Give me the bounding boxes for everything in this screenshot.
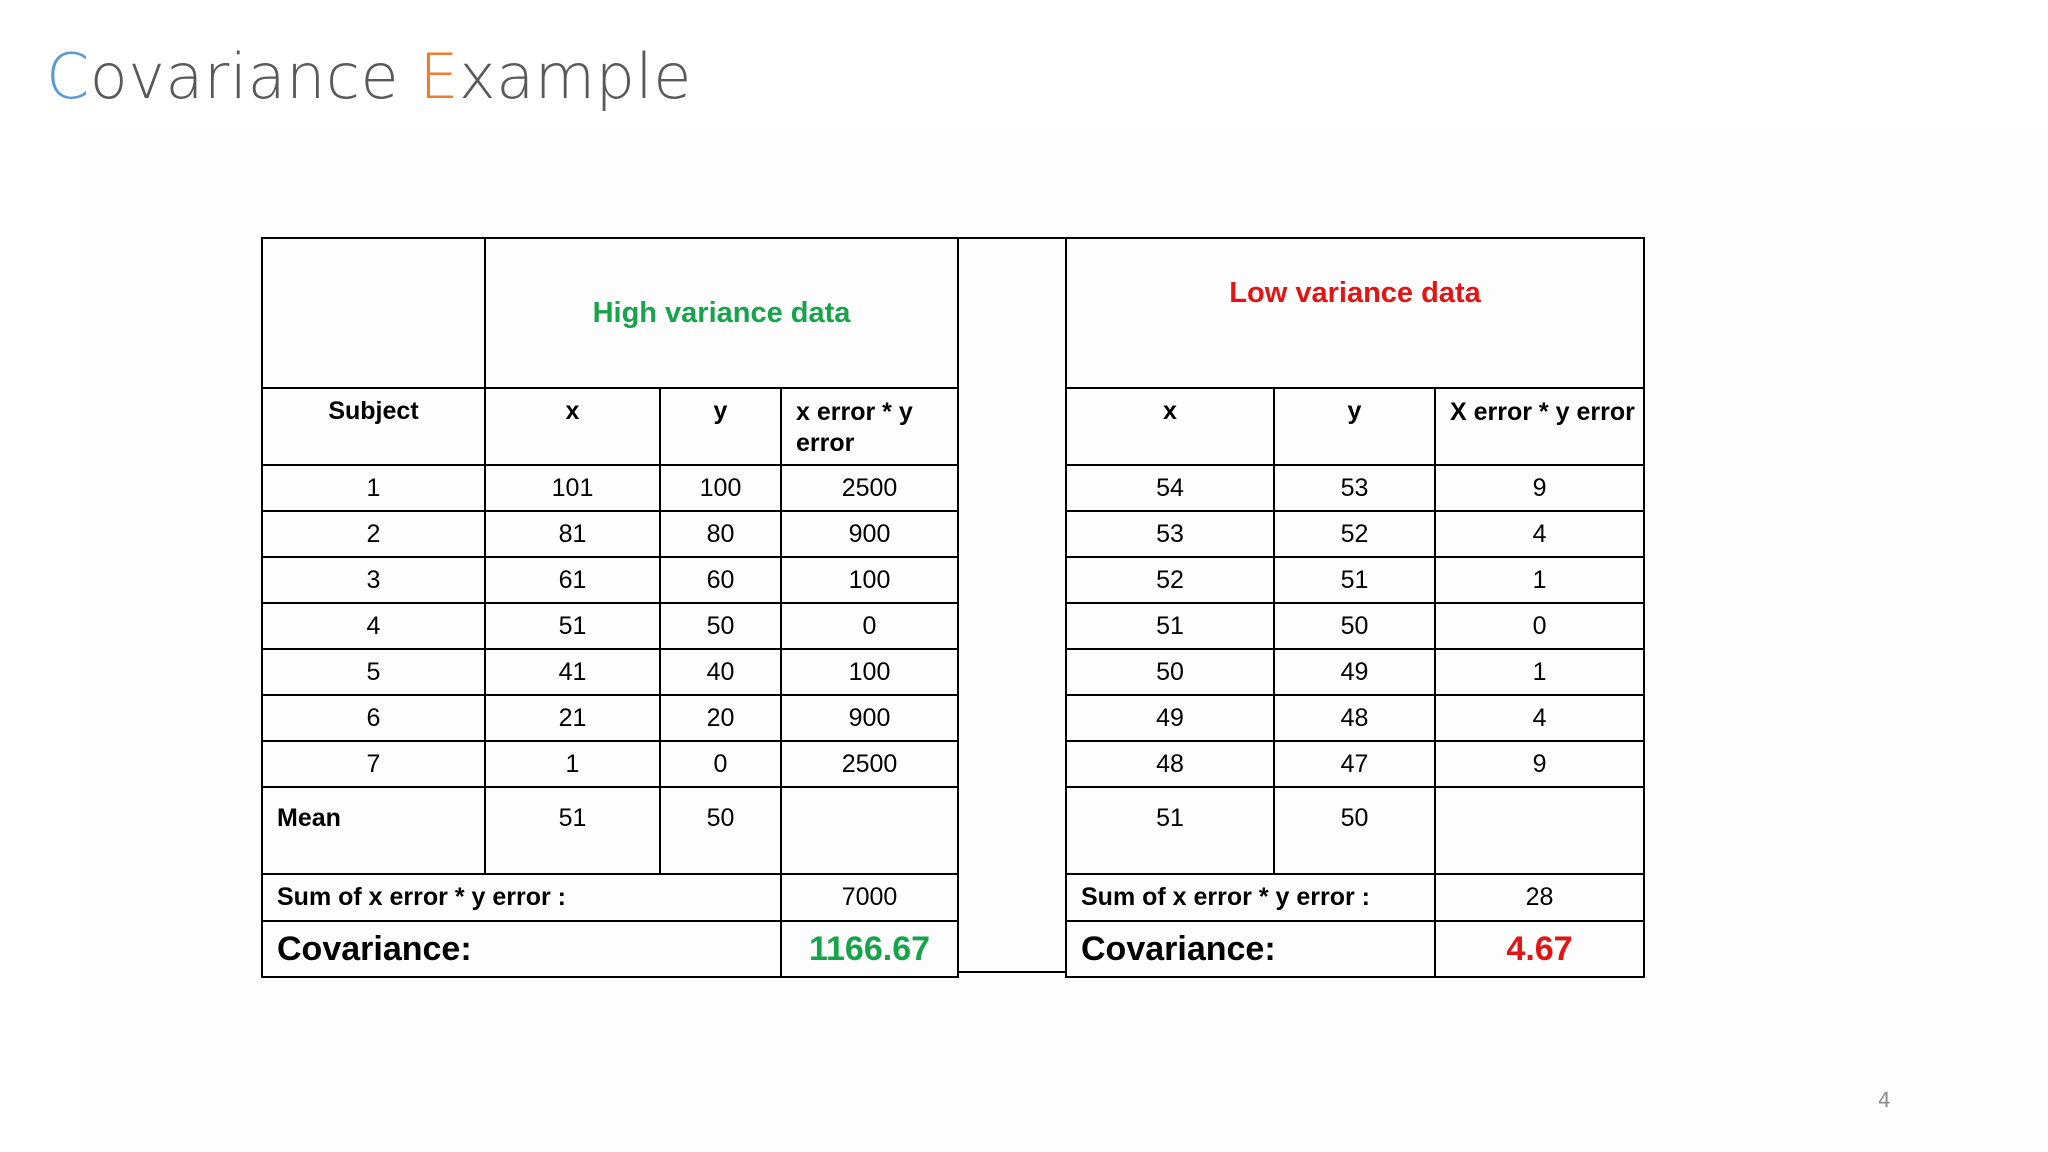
low-cell-y: 48: [1274, 695, 1435, 741]
low-cell-x: 48: [1066, 741, 1274, 787]
low-mean-y: 50: [1274, 787, 1435, 874]
high-cell-x: 1: [485, 741, 660, 787]
high-cell-y: 20: [660, 695, 781, 741]
high-corner-cell: [262, 238, 485, 388]
low-cell-y: 52: [1274, 511, 1435, 557]
low-table-row: [1066, 741, 1644, 787]
high-sum-label: Sum of x error * y error :: [262, 874, 781, 921]
low-table-row: [1066, 649, 1644, 695]
high-cell-subject: 2: [262, 511, 485, 557]
high-table-row: [262, 741, 958, 787]
low-covariance-value: 4.67: [1435, 921, 1644, 977]
low-cell-y: 50: [1274, 603, 1435, 649]
high-covariance-value: 1166.67: [781, 921, 958, 977]
high-cell-subject: 3: [262, 557, 485, 603]
high-cell-prod: 900: [781, 511, 958, 557]
high-cell-x: 61: [485, 557, 660, 603]
high-table-row: [262, 695, 958, 741]
high-cell-y: 50: [660, 603, 781, 649]
low-header-x: x: [1066, 388, 1274, 465]
high-sum-value: 7000: [781, 874, 958, 921]
low-cell-x: 52: [1066, 557, 1274, 603]
high-cell-subject: 7: [262, 741, 485, 787]
high-cell-prod: 2500: [781, 465, 958, 511]
low-header-y: y: [1274, 388, 1435, 465]
high-cell-y: 100: [660, 465, 781, 511]
high-cell-x: 81: [485, 511, 660, 557]
high-table-row: [262, 649, 958, 695]
low-cell-x: 51: [1066, 603, 1274, 649]
slide-title: [46, 40, 692, 113]
high-mean-label: Mean: [262, 787, 485, 874]
low-header-product: X error * y error: [1435, 388, 1644, 465]
low-table-row: [1066, 511, 1644, 557]
low-cell-prod: 1: [1435, 649, 1644, 695]
low-table-row: [1066, 557, 1644, 603]
table-spacer-column: [958, 237, 1066, 973]
high-table-row: [262, 465, 958, 511]
page-number: 4: [1878, 1088, 1891, 1112]
high-cell-prod: 2500: [781, 741, 958, 787]
high-mean-empty: [781, 787, 958, 874]
high-cell-y: 40: [660, 649, 781, 695]
high-cell-subject: 1: [262, 465, 485, 511]
high-header-x: x: [485, 388, 660, 465]
high-cell-subject: 6: [262, 695, 485, 741]
low-cell-prod: 9: [1435, 741, 1644, 787]
title-word1-rest: ovariance: [89, 40, 420, 113]
low-cell-prod: 1: [1435, 557, 1644, 603]
high-cell-prod: 100: [781, 557, 958, 603]
low-cell-x: 53: [1066, 511, 1274, 557]
high-mean-x: 51: [485, 787, 660, 874]
high-cell-prod: 0: [781, 603, 958, 649]
high-table-row: [262, 557, 958, 603]
low-cell-prod: 4: [1435, 695, 1644, 741]
high-variance-title: High variance data: [592, 296, 851, 329]
low-cell-y: 47: [1274, 741, 1435, 787]
low-variance-title-cell: [1066, 238, 1644, 388]
low-variance-table: [1065, 237, 1645, 978]
low-variance-title: Low variance data: [1229, 277, 1481, 309]
high-header-y: y: [660, 388, 781, 465]
high-cell-y: 80: [660, 511, 781, 557]
high-cell-prod: 900: [781, 695, 958, 741]
high-cell-x: 101: [485, 465, 660, 511]
low-cell-y: 49: [1274, 649, 1435, 695]
low-table-row: [1066, 465, 1644, 511]
title-word2-rest: xample: [459, 40, 692, 113]
high-cell-x: 51: [485, 603, 660, 649]
high-table-row: [262, 511, 958, 557]
high-table-row: [262, 603, 958, 649]
low-cell-prod: 4: [1435, 511, 1644, 557]
low-sum-label: Sum of x error * y error :: [1066, 874, 1435, 921]
high-cell-x: 21: [485, 695, 660, 741]
title-first-letter: C: [46, 40, 90, 113]
high-header-product: x error * y error: [781, 388, 958, 465]
high-variance-title-cell: [485, 238, 958, 388]
low-table-row: [1066, 695, 1644, 741]
high-cell-subject: 4: [262, 603, 485, 649]
high-mean-y: 50: [660, 787, 781, 874]
high-cell-subject: 5: [262, 649, 485, 695]
low-sum-value: 28: [1435, 874, 1644, 921]
low-cell-x: 54: [1066, 465, 1274, 511]
low-cell-prod: 0: [1435, 603, 1644, 649]
low-covariance-label: Covariance:: [1066, 921, 1435, 977]
high-variance-table: [261, 237, 959, 978]
low-cell-x: 49: [1066, 695, 1274, 741]
high-header-subject: Subject: [262, 388, 485, 465]
low-cell-x: 50: [1066, 649, 1274, 695]
title-second-letter: E: [419, 40, 460, 113]
low-cell-y: 53: [1274, 465, 1435, 511]
high-cell-x: 41: [485, 649, 660, 695]
high-covariance-label: Covariance:: [262, 921, 781, 977]
high-cell-y: 0: [660, 741, 781, 787]
low-mean-x: 51: [1066, 787, 1274, 874]
low-mean-empty: [1435, 787, 1644, 874]
low-table-row: [1066, 603, 1644, 649]
high-cell-prod: 100: [781, 649, 958, 695]
low-cell-y: 51: [1274, 557, 1435, 603]
high-cell-y: 60: [660, 557, 781, 603]
low-cell-prod: 9: [1435, 465, 1644, 511]
